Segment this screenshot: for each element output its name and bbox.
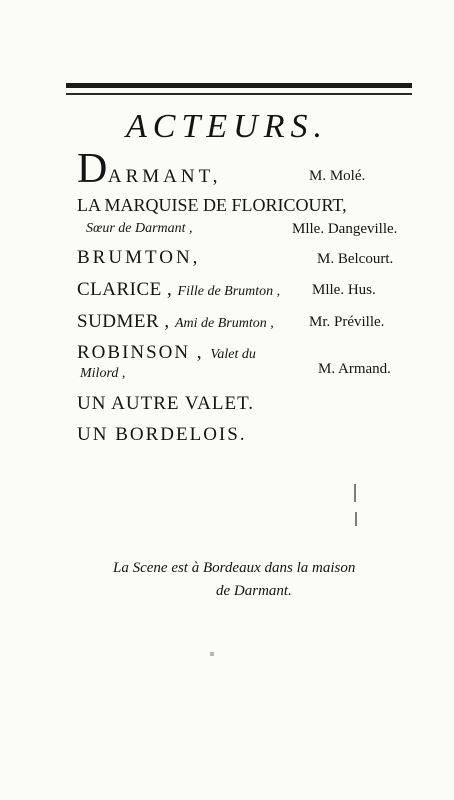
role-description: Ami de Brumton , xyxy=(174,316,274,331)
role-description: Fille de Brumton , xyxy=(177,284,281,299)
actor-dangeville: Mlle. Dangeville. xyxy=(292,221,398,237)
drop-initial: D xyxy=(77,146,108,192)
role-robinson xyxy=(77,342,256,364)
actor-hus: Mlle. Hus. xyxy=(312,282,376,298)
actor-mole: M. Molé. xyxy=(309,168,366,184)
role-autre-valet: UN AUTRE VALET. xyxy=(77,393,255,414)
scene-line-2: de Darmant. xyxy=(216,583,292,599)
role-name: ROBINSON , xyxy=(77,342,204,363)
role-marquise-description: Sœur de Darmant , xyxy=(86,221,193,236)
role-darmant xyxy=(77,148,222,190)
page-heading: ACTEURS. xyxy=(126,108,328,145)
thick-rule xyxy=(66,83,412,88)
actor-preville: Mr. Préville. xyxy=(309,314,385,330)
role-marquise: LA MARQUISE DE FLORICOURT, xyxy=(77,195,347,215)
role-name: SUDMER , xyxy=(77,311,170,332)
double-rule-divider xyxy=(66,83,412,97)
role-robinson-description-cont: Milord , xyxy=(80,366,126,381)
role-description: Valet du xyxy=(210,347,256,362)
role-name: ARMANT, xyxy=(107,166,222,187)
actor-belcourt: M. Belcourt. xyxy=(317,251,394,267)
binding-mark xyxy=(355,512,357,526)
role-clarice xyxy=(77,279,280,301)
role-sudmer xyxy=(77,311,274,333)
role-brumton: BRUMTON, xyxy=(77,247,201,268)
role-bordelois: UN BORDELOIS. xyxy=(77,424,247,445)
scene-line-1: La Scene est à Bordeaux dans la maison xyxy=(113,560,356,576)
role-name: CLARICE , xyxy=(77,279,173,300)
binding-mark xyxy=(354,484,356,502)
actor-armand: M. Armand. xyxy=(318,361,391,377)
binding-mark xyxy=(210,652,214,656)
thin-rule xyxy=(66,93,412,95)
